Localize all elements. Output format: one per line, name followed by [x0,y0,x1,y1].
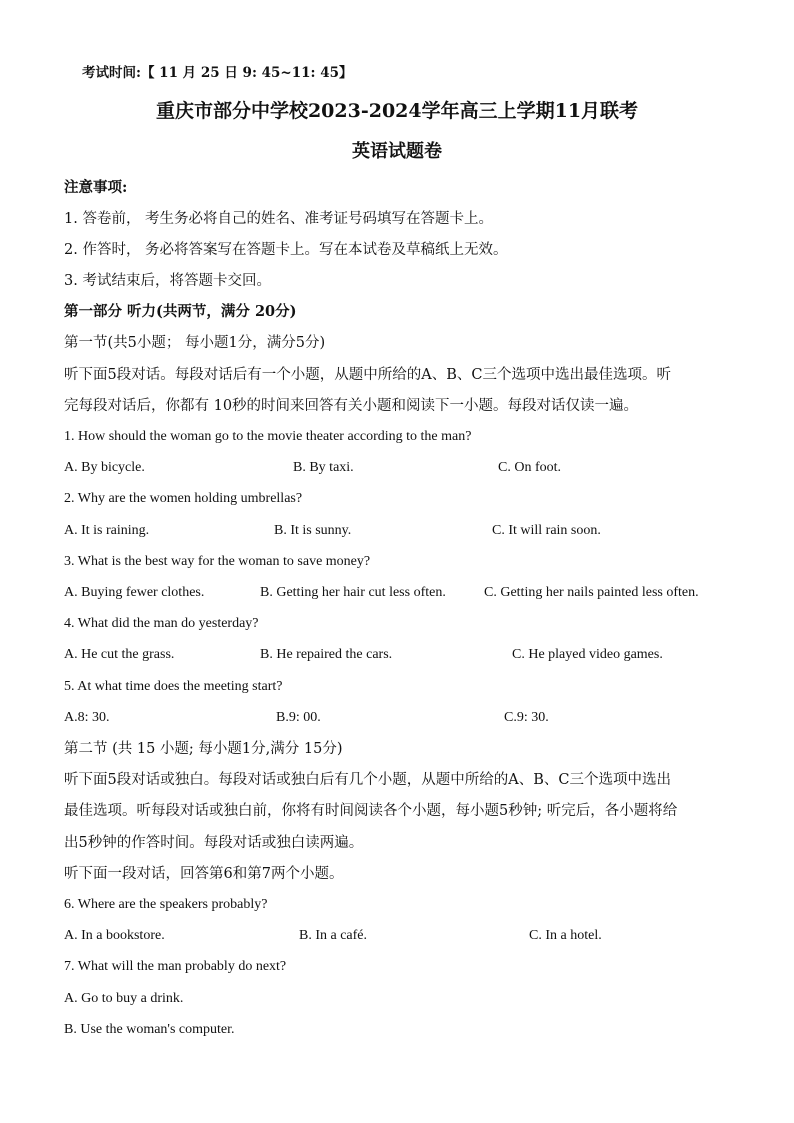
section2-instruction-2: 最佳选项。听每段对话或独白前，你将有时间阅读各个小题，每小题5秒钟; 听完后，各小题将给 [64,803,678,819]
dialogue-intro: 听下面一段对话，回答第6和第7两个小题。 [64,866,344,882]
question-4: 4. What did the man do yesterday? [64,616,259,631]
notice-item-3: 3. 考试结束后，将答题卡交回。 [64,273,271,289]
question-5: 5. At what time does the meeting start? [64,679,283,694]
section1-instruction-2: 完每段对话后，你都有 10秒的时间来回答有关小题和阅读下一小题。每段对话仅读一遍。 [64,398,639,414]
question-1-option-c: C. On foot. [498,460,561,475]
question-3-option-a: A. Buying fewer clothes. [64,585,205,600]
notice-item-2: 2. 作答时， 务必将答案写在答题卡上。写在本试卷及草稿纸上无效。 [64,242,508,258]
question-6-option-b: B. In a café. [299,928,368,943]
question-3-option-b: B. Getting her hair cut less often. [260,585,446,600]
exam-subtitle: 英语试题卷 [352,141,442,162]
section1-heading: 第一节(共5小题； 每小题1分，满分5分) [64,335,326,351]
question-7: 7. What will the man probably do next? [64,959,287,974]
exam-time: 考试时间:【 11 月 25 日 9: 45~11: 45】 [82,65,353,81]
section2-instruction-1: 听下面5段对话或独白。每段对话或独白后有几个小题，从题中所给的A、B、C三个选项中选出 [64,772,671,788]
question-6: 6. Where are the speakers probably? [64,897,268,912]
question-7-option-b: B. Use the woman's computer. [64,1022,235,1037]
question-3-option-c: C. Getting her nails painted less often. [484,585,699,600]
question-1-option-a: A. By bicycle. [64,460,145,475]
question-4-option-a: A. He cut the grass. [64,647,175,662]
question-5-option-c: C.9: 30. [504,710,549,725]
question-1: 1. How should the woman go to the movie theater according to the man? [64,429,472,444]
question-2-option-b: B. It is sunny. [274,523,352,538]
section2-heading: 第二节 (共 15 小题; 每小题1分,满分 15分) [64,741,343,757]
notice-item-1: 1. 答卷前， 考生务必将自己的姓名、准考证号码填写在答题卡上。 [64,211,494,227]
notice-heading: 注意事项: [64,179,128,196]
question-5-option-a: A.8: 30. [64,710,110,725]
question-2-option-a: A. It is raining. [64,523,150,538]
question-5-option-b: B.9: 00. [276,710,321,725]
exam-title: 重庆市部分中学校2023-2024学年高三上学期11月联考 [155,100,639,122]
question-2: 2. Why are the women holding umbrellas? [64,491,303,506]
question-4-option-b: B. He repaired the cars. [260,647,393,662]
question-1-option-b: B. By taxi. [293,460,354,475]
question-4-option-c: C. He played video games. [512,647,663,662]
question-6-option-c: C. In a hotel. [529,928,602,943]
section1-instruction-1: 听下面5段对话。每段对话后有一个小题，从题中所给的A、B、C三个选项中选出最佳选项。听 [64,367,671,383]
question-6-option-a: A. In a bookstore. [64,928,165,943]
question-3: 3. What is the best way for the woman to save money? [64,554,371,569]
question-7-option-a: A. Go to buy a drink. [64,991,184,1006]
part1-heading: 第一部分 听力(共两节，满分 20分) [64,303,297,320]
section2-instruction-3: 出5秒钟的作答时间。每段对话或独白读两遍。 [64,835,364,851]
question-2-option-c: C. It will rain soon. [492,523,601,538]
